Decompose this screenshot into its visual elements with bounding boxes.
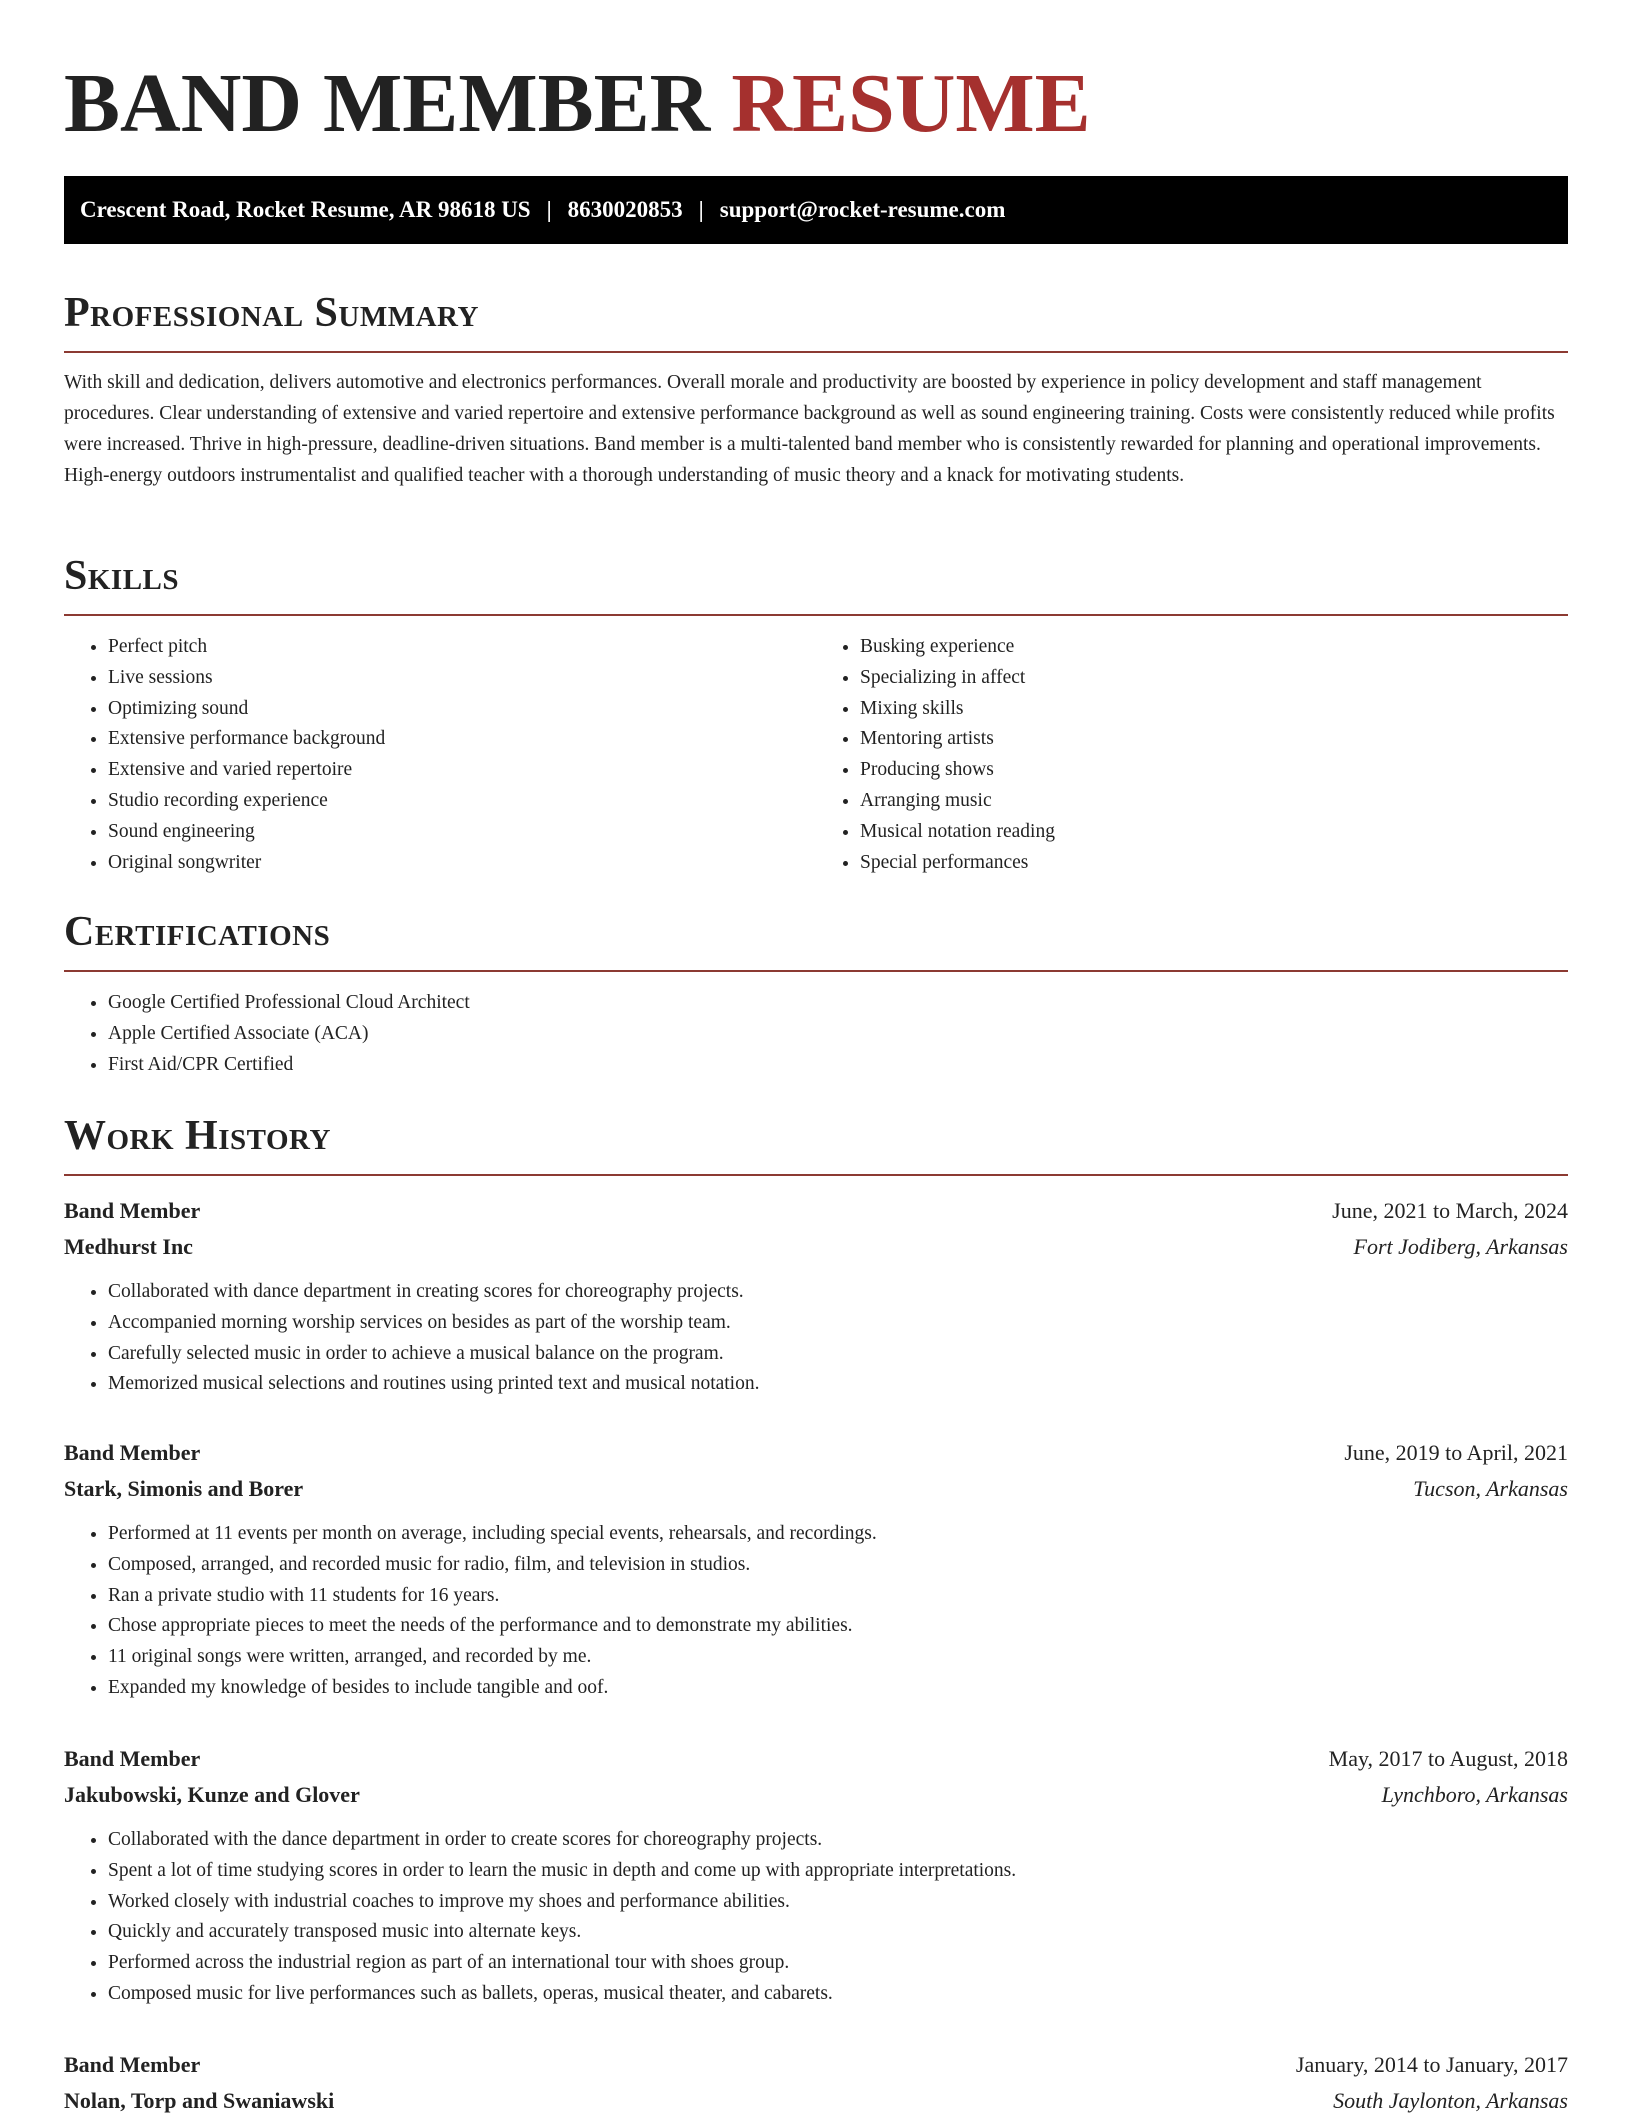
list-item: • Mixing skills <box>860 694 1568 725</box>
job-dates: June, 2021 to March, 2024 <box>1332 1198 1568 1223</box>
list-item: • Performed across the industrial region as part of an international tour with shoes group. <box>108 1948 1568 1979</box>
list-item: • Accompanied morning worship services on besides as part of the worship team. <box>108 1308 1568 1339</box>
list-item: • Spent a lot of time studying scores in order to learn the music in depth and come up with appropriate interpretations. <box>108 1856 1568 1887</box>
summary-heading: Professional Summary <box>64 290 479 336</box>
job-company: Nolan, Torp and Swaniawski <box>64 2088 335 2113</box>
skills-list-right <box>816 632 1568 878</box>
job-bullets <box>64 1825 1568 2010</box>
resume-page <box>64 0 1568 2113</box>
job-bullets <box>64 1519 1568 1704</box>
contact-phone: 8630020853 <box>567 197 683 222</box>
job-location: South Jaylonton, Arkansas <box>1333 2088 1568 2113</box>
job-dates: January, 2014 to January, 2017 <box>1295 2052 1568 2077</box>
list-item: • Musical notation reading <box>860 817 1568 848</box>
job-dates: May, 2017 to August, 2018 <box>1328 1746 1568 1771</box>
list-item: • Collaborated with the dance department in order to create scores for choreography projects. <box>108 1825 1568 1856</box>
list-item: • Producing shows <box>860 755 1568 786</box>
list-item: • Composed music for live performances such as ballets, operas, musical theater, and cabarets. <box>108 1979 1568 2010</box>
contact-address: Crescent Road, Rocket Resume, AR 98618 US <box>80 197 531 222</box>
list-item: • Original songwriter <box>108 848 816 879</box>
work-history-heading: Work History <box>64 1113 331 1159</box>
certifications-list <box>64 988 1568 1080</box>
job-title: Band Member <box>64 1746 201 1771</box>
list-item: • Mentoring artists <box>860 724 1568 755</box>
list-item: • Expanded my knowledge of besides to include tangible and oof. <box>108 1673 1568 1704</box>
job-company: Stark, Simonis and Borer <box>64 1476 304 1501</box>
list-item: • Collaborated with dance department in creating scores for choreography projects. <box>108 1277 1568 1308</box>
list-item: • Special performances <box>860 848 1568 879</box>
work-history-section <box>64 1110 1568 1176</box>
job-entry <box>64 1741 1568 2010</box>
list-item: • Live sessions <box>108 663 816 694</box>
list-item: • Chose appropriate pieces to meet the needs of the performance and to demonstrate my abilities. <box>108 1611 1568 1642</box>
skills-section <box>64 550 1568 878</box>
job-entry <box>64 1435 1568 1704</box>
summary-text: With skill and dedication, delivers automotive and electronics performances. Overall morale and productivity are boosted by experience in policy development and staff management procedures. Clear understanding of extensive and varied repertoire and extensive performance background as well as sound engineering training. Costs were consistently reduced while profits were increased. Thrive in high-pressure, deadline-driven situations. Band member is a multi-talented band member who is consistently rewarded for planning and operational improvements. High-energy outdoors instrumentalist and qualified teacher with a thorough understanding of music theory and a knack for motivating students. <box>64 372 1555 486</box>
skills-heading: Skills <box>64 553 180 599</box>
contact-separator: | <box>698 197 704 222</box>
contact-bar <box>64 176 1568 244</box>
job-location: Tucson, Arkansas <box>1413 1476 1568 1501</box>
list-item: • Memorized musical selections and routines using printed text and musical notation. <box>108 1369 1568 1400</box>
title-main: BAND MEMBER <box>64 57 711 150</box>
job-entry <box>64 2047 1568 2119</box>
list-item: • Worked closely with industrial coaches to improve my shoes and performance abilities. <box>108 1887 1568 1918</box>
list-item: • Composed, arranged, and recorded music for radio, film, and television in studios. <box>108 1550 1568 1581</box>
job-title: Band Member <box>64 1440 201 1465</box>
contact-email: support@rocket-resume.com <box>719 197 1006 222</box>
job-title: Band Member <box>64 2052 201 2077</box>
section-divider <box>64 970 1568 972</box>
title-accent: RESUME <box>731 57 1091 150</box>
list-item: • First Aid/CPR Certified <box>108 1050 1568 1081</box>
list-item: • Studio recording experience <box>108 786 816 817</box>
list-item: • Perfect pitch <box>108 632 816 663</box>
skills-list-left <box>64 632 816 878</box>
list-item: • Ran a private studio with 11 students for 16 years. <box>108 1581 1568 1612</box>
job-company: Jakubowski, Kunze and Glover <box>64 1782 360 1807</box>
list-item: • 11 original songs were written, arranged, and recorded by me. <box>108 1642 1568 1673</box>
job-location: Lynchboro, Arkansas <box>1381 1782 1568 1807</box>
job-title: Band Member <box>64 1198 201 1223</box>
section-divider <box>64 351 1568 353</box>
certifications-section <box>64 906 1568 1080</box>
job-dates: June, 2019 to April, 2021 <box>1344 1440 1568 1465</box>
list-item: • Carefully selected music in order to achieve a musical balance on the program. <box>108 1339 1568 1370</box>
list-item: • Sound engineering <box>108 817 816 848</box>
job-entry <box>64 1193 1568 1400</box>
list-item: • Busking experience <box>860 632 1568 663</box>
list-item: • Google Certified Professional Cloud Architect <box>108 988 1568 1019</box>
section-divider <box>64 1174 1568 1176</box>
job-company: Medhurst Inc <box>64 1234 193 1259</box>
job-location: Fort Jodiberg, Arkansas <box>1353 1234 1568 1259</box>
job-bullets <box>64 1277 1568 1400</box>
list-item: • Extensive performance background <box>108 724 816 755</box>
certifications-heading: Certifications <box>64 909 331 955</box>
skills-grid <box>64 632 1568 878</box>
list-item: • Performed at 11 events per month on average, including special events, rehearsals, and recordings. <box>108 1519 1568 1550</box>
resume-title <box>64 0 1568 152</box>
list-item: • Specializing in affect <box>860 663 1568 694</box>
list-item: • Quickly and accurately transposed music into alternate keys. <box>108 1917 1568 1948</box>
contact-separator: | <box>546 197 552 222</box>
section-divider <box>64 614 1568 616</box>
list-item: • Apple Certified Associate (ACA) <box>108 1019 1568 1050</box>
summary-section <box>64 287 1568 491</box>
list-item: • Arranging music <box>860 786 1568 817</box>
list-item: • Optimizing sound <box>108 694 816 725</box>
list-item: • Extensive and varied repertoire <box>108 755 816 786</box>
